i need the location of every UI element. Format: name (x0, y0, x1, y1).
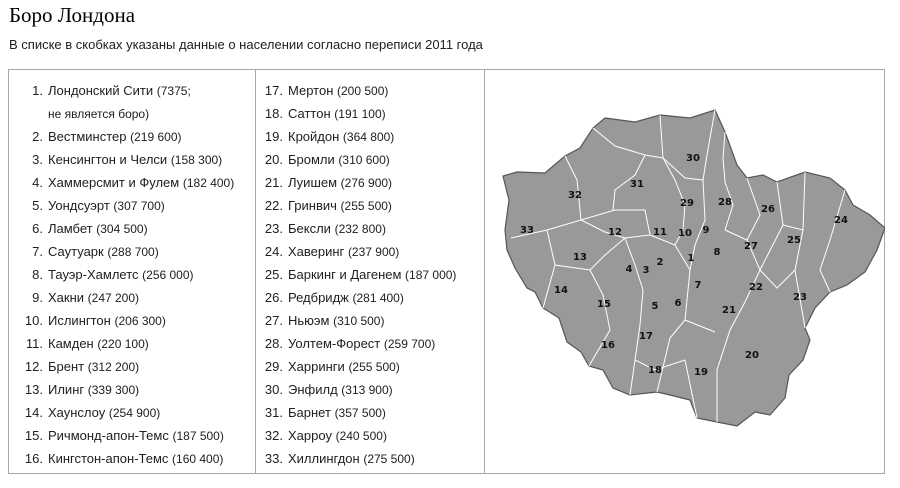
borough-population: (255 500) (348, 360, 400, 374)
borough-population: (276 900) (340, 176, 393, 190)
borough-note: не является боро) (48, 107, 150, 121)
borough-name: Вестминстер (48, 129, 127, 144)
borough-number: 23. (264, 221, 283, 236)
borough-population: (160 400) (172, 452, 224, 466)
borough-population: (256 000) (142, 268, 194, 282)
borough-name: Хаунслоу (48, 405, 106, 420)
borough-name: Гринвич (288, 198, 337, 213)
borough-name: Ричмонд-апон-Темс (48, 428, 169, 443)
map-label: 13 (573, 252, 587, 263)
page-subtitle: В списке в скобках указаны данные о населении согласно переписи 2011 года (9, 37, 483, 52)
map-label: 17 (639, 331, 653, 342)
map-label: 15 (597, 299, 611, 310)
borough-number: 26. (264, 290, 283, 305)
map-label: 4 (625, 264, 633, 275)
map-label: 33 (520, 225, 534, 236)
borough-name: Баркинг и Дагенем (288, 267, 402, 282)
map-label: 22 (749, 282, 763, 293)
borough-number: 2. (32, 129, 43, 144)
borough-population: (187 500) (172, 429, 224, 443)
borough-number: 16. (24, 451, 43, 466)
borough-name: Харринги (288, 359, 345, 374)
list-item (11, 79, 234, 125)
borough-name: Саутуарк (48, 244, 104, 259)
borough-name: Ислингтон (48, 313, 111, 328)
borough-name: Кингстон-апон-Темс (48, 451, 169, 466)
boroughs-table (8, 69, 885, 474)
borough-name: Энфилд (288, 382, 338, 397)
map-label: 9 (702, 225, 710, 236)
borough-number: 18. (264, 106, 283, 121)
map-label: 18 (648, 365, 662, 376)
map-label: 28 (718, 197, 732, 208)
borough-number: 22. (264, 198, 283, 213)
list-item (251, 148, 456, 171)
borough-name: Бексли (288, 221, 331, 236)
map-label: 11 (653, 227, 667, 238)
borough-name: Илинг (48, 382, 85, 397)
borough-number: 8. (32, 267, 43, 282)
borough-name: Мертон (288, 83, 334, 98)
list-item (251, 355, 456, 378)
borough-population: (247 200) (87, 291, 140, 305)
borough-number: 11. (25, 336, 43, 351)
borough-list-left (11, 79, 234, 470)
borough-number: 7. (32, 244, 43, 259)
borough-number: 17. (264, 83, 283, 98)
borough-number: 13. (24, 382, 43, 397)
borough-population: (310 500) (333, 314, 385, 328)
map-label: 21 (722, 305, 736, 316)
map-label: 5 (651, 301, 659, 312)
list-item (11, 171, 234, 194)
page-title: Боро Лондона (9, 3, 136, 27)
map-label: 25 (787, 235, 801, 246)
map-label: 24 (834, 215, 848, 226)
borough-name: Камден (48, 336, 94, 351)
borough-number: 4. (32, 175, 43, 190)
borough-name: Бромли (288, 152, 335, 167)
borough-population: (312 200) (87, 360, 140, 374)
list-item (251, 263, 456, 286)
map-label: 31 (630, 179, 644, 190)
borough-population: (232 800) (334, 222, 386, 236)
borough-number: 25. (264, 267, 283, 282)
borough-number: 19. (264, 129, 283, 144)
list-item (251, 401, 456, 424)
list-item (11, 401, 234, 424)
borough-population: (158 300) (170, 153, 223, 167)
borough-population: (255 500) (340, 199, 392, 213)
borough-name: Луишем (288, 175, 338, 190)
borough-population: (240 500) (335, 429, 387, 443)
borough-population: (200 500) (337, 84, 389, 98)
borough-number: 27. (264, 313, 283, 328)
map-label: 30 (686, 153, 700, 164)
borough-number: 30. (264, 382, 283, 397)
borough-number: 1. (32, 83, 43, 98)
borough-number: 31. (264, 405, 283, 420)
borough-population: (187 000) (405, 268, 457, 282)
list-item (251, 217, 456, 240)
map-svg (485, 70, 885, 473)
list-item (11, 263, 234, 286)
borough-population: (220 100) (97, 337, 149, 351)
map-label: 12 (608, 227, 622, 238)
borough-population: (237 900) (347, 245, 400, 259)
list-item (251, 125, 456, 148)
borough-number: 21. (264, 175, 283, 190)
list-item (11, 332, 234, 355)
map-label: 27 (744, 241, 758, 252)
list-item (251, 79, 456, 102)
list-item (11, 424, 234, 447)
list-item (251, 424, 456, 447)
map-label: 29 (680, 198, 694, 209)
list-item (251, 194, 456, 217)
borough-population: (191 100) (334, 107, 386, 121)
list-item (251, 171, 456, 194)
borough-name: Тауэр-Хамлетс (48, 267, 139, 282)
borough-name: Хакни (48, 290, 85, 305)
map-label: 16 (601, 340, 615, 351)
list-item (251, 332, 456, 355)
borough-population: (281 400) (352, 291, 404, 305)
borough-name: Редбридж (288, 290, 349, 305)
borough-name: Уондсуэрт (48, 198, 110, 213)
borough-name: Ньюэм (288, 313, 330, 328)
borough-population: (206 300) (114, 314, 166, 328)
borough-number: 29. (264, 359, 283, 374)
map-label: 19 (694, 367, 708, 378)
borough-name: Брент (48, 359, 85, 374)
map-label: 3 (642, 265, 650, 276)
borough-name: Лондонский Сити (48, 83, 154, 98)
borough-name: Хаммерсмит и Фулем (48, 175, 180, 190)
list-item (251, 102, 456, 125)
borough-population: (307 700) (113, 199, 165, 213)
map-label: 10 (678, 228, 692, 239)
borough-population: (254 900) (108, 406, 161, 420)
borough-number: 32. (264, 428, 283, 443)
list-item (11, 217, 234, 240)
list-item (11, 355, 234, 378)
borough-population: (310 600) (338, 153, 390, 167)
map-label: 7 (694, 280, 702, 291)
borough-name: Кройдон (288, 129, 340, 144)
list-item (11, 240, 234, 263)
borough-population: (313 900) (341, 383, 393, 397)
borough-population: (304 500) (96, 222, 148, 236)
map-label: 23 (793, 292, 807, 303)
borough-population: (7375; (156, 84, 191, 98)
borough-population: (182 400) (182, 176, 235, 190)
borough-number: 5. (32, 198, 43, 213)
list-item (11, 309, 234, 332)
borough-number: 3. (32, 152, 43, 167)
borough-name: Харроу (288, 428, 332, 443)
london-boroughs-map (485, 70, 885, 473)
list-item (11, 125, 234, 148)
list-item (251, 286, 456, 309)
list-item (251, 447, 456, 470)
borough-number: 6. (32, 221, 43, 236)
list-item (251, 378, 456, 401)
borough-name: Ламбет (48, 221, 93, 236)
borough-name: Хаверинг (288, 244, 345, 259)
map-label: 14 (554, 285, 568, 296)
borough-number: 20. (264, 152, 283, 167)
borough-population: (288 700) (107, 245, 159, 259)
list-item (11, 286, 234, 309)
list-item (11, 148, 234, 171)
borough-list-right (251, 79, 456, 470)
borough-name: Барнет (288, 405, 331, 420)
borough-number: 10. (24, 313, 43, 328)
borough-number: 14. (24, 405, 43, 420)
borough-population: (339 300) (87, 383, 140, 397)
map-label: 20 (745, 350, 759, 361)
list-item (11, 194, 234, 217)
borough-number: 12. (24, 359, 43, 374)
list-item (251, 309, 456, 332)
borough-population: (219 600) (130, 130, 182, 144)
list-item (11, 378, 234, 401)
map-label: 1 (687, 253, 695, 264)
borough-population: (364 800) (342, 130, 395, 144)
borough-number: 33. (264, 451, 283, 466)
map-label: 6 (674, 298, 682, 309)
map-label: 2 (656, 257, 664, 268)
map-label: 32 (568, 190, 582, 201)
borough-name: Уолтем-Форест (288, 336, 381, 351)
map-label: 8 (713, 247, 721, 258)
borough-name: Кенсингтон и Челси (48, 152, 168, 167)
list-item (251, 240, 456, 263)
map-label: 26 (761, 204, 775, 215)
list-item (11, 447, 234, 470)
borough-name: Саттон (288, 106, 331, 121)
borough-number: 28. (264, 336, 283, 351)
borough-name: Хиллингдон (288, 451, 360, 466)
borough-population: (357 500) (334, 406, 386, 420)
borough-number: 15. (24, 428, 43, 443)
borough-number: 24. (264, 244, 283, 259)
borough-population: (259 700) (383, 337, 436, 351)
borough-number: 9. (32, 290, 43, 305)
borough-population: (275 500) (363, 452, 415, 466)
